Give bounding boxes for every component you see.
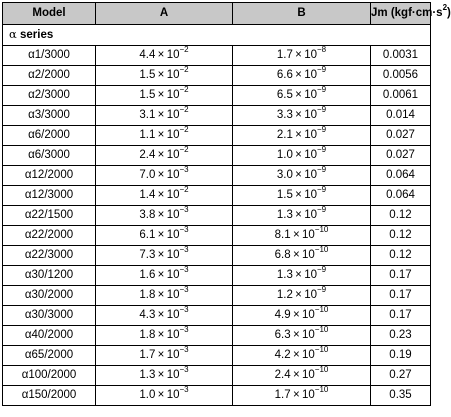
table-row <box>3 246 431 266</box>
a-value-cell-times-sign: × <box>157 109 165 121</box>
jm-value-cell: 0.064 <box>371 186 431 206</box>
model-cell: α22/3000 <box>3 246 96 266</box>
a-column-header: A <box>96 3 233 25</box>
b-value-cell-base: 10 <box>304 109 317 121</box>
a-value-cell <box>96 386 233 406</box>
a-value-cell-times-sign: × <box>157 309 165 321</box>
a-value-cell-base: 10 <box>166 129 180 141</box>
jm-value-cell: 0.0031 <box>371 46 431 66</box>
b-value-cell-mantissa: 4.9 <box>274 309 291 321</box>
table-row <box>3 226 431 246</box>
a-value-cell-exponent: −3 <box>179 205 189 215</box>
b-value-cell-times-sign: × <box>292 309 300 321</box>
a-value-cell-base: 10 <box>166 289 180 301</box>
a-value-cell-times-sign: × <box>157 289 165 301</box>
a-value-cell-base: 10 <box>166 309 180 321</box>
a-value-cell-times-sign: × <box>157 269 165 281</box>
a-value-cell <box>96 206 233 226</box>
b-value-cell-exponent: −9 <box>317 105 327 115</box>
a-value-cell-times-sign: × <box>157 249 165 261</box>
b-value-cell-exponent: −9 <box>317 65 327 75</box>
b-value-cell-mantissa: 1.2 <box>276 289 293 301</box>
a-value-cell-base: 10 <box>166 229 180 241</box>
a-value-cell <box>96 186 233 206</box>
a-value-cell-exponent: −3 <box>179 225 189 235</box>
b-value-cell-mantissa: 6.3 <box>274 329 291 341</box>
b-value-cell <box>233 246 371 266</box>
model-cell: α12/3000 <box>3 186 96 206</box>
table-header <box>3 3 451 25</box>
b-value-cell-exponent: −10 <box>314 365 329 375</box>
b-value-cell-mantissa: 1.5 <box>276 189 293 201</box>
b-value-cell <box>233 286 371 306</box>
b-value-cell-times-sign: × <box>292 229 300 241</box>
b-value-cell-mantissa: 6.8 <box>274 249 291 261</box>
a-value-cell-exponent: −3 <box>179 265 189 275</box>
model-cell: α22/2000 <box>3 226 96 246</box>
a-value-cell-exponent: −2 <box>179 45 189 55</box>
b-value-cell-mantissa: 1.7 <box>276 49 293 61</box>
a-value-cell-times-sign: × <box>157 229 165 241</box>
a-value-cell-exponent: −3 <box>179 165 189 175</box>
a-value-cell-exponent: −3 <box>179 325 189 335</box>
table-row <box>3 146 431 166</box>
jm-value-cell: 0.064 <box>371 166 431 186</box>
a-value-cell-times-sign: × <box>157 69 165 81</box>
jm-value-cell: 0.12 <box>371 246 431 266</box>
model-cell: α30/3000 <box>3 306 96 326</box>
b-value-cell-times-sign: × <box>295 89 302 101</box>
a-value-cell-base: 10 <box>166 209 180 221</box>
b-value-cell-exponent: −10 <box>314 305 329 315</box>
model-cell: α12/2000 <box>3 166 96 186</box>
b-value-cell-mantissa: 1.3 <box>276 209 293 221</box>
jm-value-cell: 0.27 <box>371 366 431 386</box>
b-value-cell-mantissa: 4.2 <box>274 349 291 361</box>
model-cell: α3/3000 <box>3 106 96 126</box>
b-value-cell-exponent: −10 <box>314 345 329 355</box>
b-value-cell-exponent: −9 <box>317 265 327 275</box>
a-value-cell-mantissa: 1.5 <box>139 89 156 101</box>
a-value-cell-mantissa: 1.1 <box>139 129 156 141</box>
table-row <box>3 346 431 366</box>
jm-value-cell: 0.014 <box>371 106 431 126</box>
b-value-cell <box>233 226 371 246</box>
a-value-cell-exponent: −2 <box>179 185 189 195</box>
b-value-cell <box>233 186 371 206</box>
model-cell: α2/2000 <box>3 66 96 86</box>
model-cell: α100/2000 <box>3 366 96 386</box>
b-value-cell-times-sign: × <box>292 349 300 361</box>
b-value-cell-base: 10 <box>301 329 315 341</box>
table-row <box>3 286 431 306</box>
jm-column-header <box>371 3 451 25</box>
jm-value-cell: 0.17 <box>371 266 431 286</box>
jm-value-cell: 0.19 <box>371 346 431 366</box>
b-value-cell-times-sign: × <box>295 149 302 161</box>
jm-value-cell: 0.12 <box>371 226 431 246</box>
table-row <box>3 366 431 386</box>
header-row <box>3 3 431 25</box>
a-value-cell-exponent: −3 <box>179 365 189 375</box>
model-cell: α1/3000 <box>3 46 96 66</box>
b-value-cell-times-sign: × <box>292 249 300 261</box>
table-row <box>3 66 431 86</box>
a-value-cell-base: 10 <box>166 369 180 381</box>
b-value-cell-exponent: −9 <box>317 85 327 95</box>
b-value-cell-times-sign: × <box>295 269 302 281</box>
a-value-cell-exponent: −3 <box>179 305 189 315</box>
a-value-cell-times-sign: × <box>157 329 165 341</box>
a-value-cell-base: 10 <box>166 49 180 61</box>
b-value-cell-exponent: −9 <box>317 205 327 215</box>
a-value-cell-base: 10 <box>166 189 180 201</box>
a-value-cell-exponent: −2 <box>179 85 189 95</box>
b-value-cell-exponent: −9 <box>317 125 327 135</box>
b-value-cell-base: 10 <box>304 189 317 201</box>
b-value-cell-base: 10 <box>304 69 317 81</box>
b-value-cell-mantissa: 1.3 <box>276 269 293 281</box>
b-value-cell <box>233 346 371 366</box>
jm-value-cell: 0.0061 <box>371 86 431 106</box>
a-value-cell-base: 10 <box>166 69 180 81</box>
a-value-cell <box>96 146 233 166</box>
b-value-cell-mantissa: 3.0 <box>276 169 293 181</box>
model-cell: α30/1200 <box>3 266 96 286</box>
a-value-cell-base: 10 <box>166 329 180 341</box>
table-row <box>3 106 431 126</box>
b-value-cell-times-sign: × <box>295 189 302 201</box>
a-value-cell-exponent: −3 <box>179 245 189 255</box>
b-value-cell <box>233 366 371 386</box>
a-value-cell-mantissa: 3.1 <box>139 109 156 121</box>
table-row <box>3 386 431 406</box>
b-value-cell-base: 10 <box>301 309 315 321</box>
a-value-cell-times-sign: × <box>157 49 165 61</box>
table-row <box>3 166 431 186</box>
a-value-cell-mantissa: 1.6 <box>139 269 156 281</box>
jm-header-prefix: Jm (kgf·cm·s <box>371 7 443 19</box>
b-value-cell-exponent: −10 <box>314 225 329 235</box>
b-value-cell-base: 10 <box>304 149 317 161</box>
b-value-cell-base: 10 <box>304 89 317 101</box>
b-value-cell <box>233 46 371 66</box>
a-value-cell <box>96 266 233 286</box>
b-value-cell-mantissa: 3.3 <box>276 109 293 121</box>
a-value-cell-times-sign: × <box>157 189 165 201</box>
a-value-cell-mantissa: 1.5 <box>139 69 156 81</box>
a-value-cell-times-sign: × <box>157 169 165 181</box>
a-value-cell-mantissa: 4.4 <box>139 49 156 61</box>
a-value-cell <box>96 126 233 146</box>
a-value-cell-base: 10 <box>166 169 180 181</box>
b-value-cell <box>233 126 371 146</box>
b-value-cell-times-sign: × <box>295 69 302 81</box>
a-value-cell-base: 10 <box>166 389 180 401</box>
a-value-cell <box>96 106 233 126</box>
a-value-cell-times-sign: × <box>157 369 165 381</box>
a-value-cell-mantissa: 1.0 <box>139 389 156 401</box>
b-value-cell-times-sign: × <box>295 289 302 301</box>
b-value-cell-mantissa: 2.4 <box>274 369 291 381</box>
model-cell: α6/3000 <box>3 146 96 166</box>
jm-value-cell: 0.17 <box>371 286 431 306</box>
model-cell: α150/2000 <box>3 386 96 406</box>
a-value-cell-times-sign: × <box>157 349 165 361</box>
a-value-cell <box>96 166 233 186</box>
section-row <box>3 25 431 46</box>
b-value-cell-exponent: −10 <box>314 325 329 335</box>
jm-value-cell: 0.35 <box>371 386 431 406</box>
a-value-cell-base: 10 <box>166 109 180 121</box>
b-value-cell-mantissa: 8.1 <box>274 229 291 241</box>
b-value-cell-exponent: −8 <box>317 45 327 55</box>
a-value-cell-times-sign: × <box>157 89 165 101</box>
a-value-cell <box>96 326 233 346</box>
a-value-cell <box>96 306 233 326</box>
b-value-cell-base: 10 <box>304 209 317 221</box>
b-value-cell-exponent: −9 <box>317 185 327 195</box>
model-cell: α2/3000 <box>3 86 96 106</box>
a-value-cell-base: 10 <box>166 89 180 101</box>
b-value-cell-mantissa: 1.7 <box>274 389 291 401</box>
b-value-cell <box>233 166 371 186</box>
b-value-cell-base: 10 <box>304 169 317 181</box>
table-row <box>3 306 431 326</box>
model-cell: α40/2000 <box>3 326 96 346</box>
a-value-cell-times-sign: × <box>157 209 165 221</box>
b-value-cell-base: 10 <box>304 289 317 301</box>
b-value-cell-exponent: −10 <box>314 245 329 255</box>
b-value-cell <box>233 66 371 86</box>
a-value-cell-times-sign: × <box>157 129 165 141</box>
b-value-cell-base: 10 <box>301 349 315 361</box>
a-value-cell-mantissa: 1.8 <box>139 289 156 301</box>
jm-value-cell: 0.12 <box>371 206 431 226</box>
a-value-cell-mantissa: 4.3 <box>139 309 156 321</box>
b-value-cell-times-sign: × <box>295 109 302 121</box>
a-value-cell <box>96 346 233 366</box>
b-value-cell-times-sign: × <box>292 389 300 401</box>
a-value-cell-mantissa: 1.7 <box>139 349 156 361</box>
b-value-cell-exponent: −9 <box>317 285 327 295</box>
b-value-cell-base: 10 <box>301 389 315 401</box>
a-value-cell-exponent: −2 <box>179 125 189 135</box>
a-value-cell-base: 10 <box>166 269 180 281</box>
b-value-cell-times-sign: × <box>292 329 300 341</box>
jm-header-suffix: ) <box>447 7 451 19</box>
b-value-cell <box>233 146 371 166</box>
b-value-cell-times-sign: × <box>292 369 300 381</box>
section-label <box>3 25 431 46</box>
table-row <box>3 266 431 286</box>
model-cell: α22/1500 <box>3 206 96 226</box>
a-value-cell-exponent: −3 <box>179 345 189 355</box>
b-value-cell-exponent: −10 <box>314 385 329 395</box>
b-value-cell-mantissa: 2.1 <box>276 129 293 141</box>
section-label-text: series <box>16 29 54 41</box>
a-value-cell <box>96 46 233 66</box>
b-value-cell <box>233 266 371 286</box>
a-value-cell-exponent: −2 <box>179 105 189 115</box>
b-value-cell-base: 10 <box>301 369 315 381</box>
table-row <box>3 126 431 146</box>
a-value-cell-mantissa: 1.8 <box>139 329 156 341</box>
a-value-cell-base: 10 <box>166 149 180 161</box>
table-row <box>3 206 431 226</box>
jm-value-cell: 0.17 <box>371 306 431 326</box>
b-value-cell-exponent: −9 <box>317 145 327 155</box>
b-value-cell-times-sign: × <box>295 49 302 61</box>
a-value-cell <box>96 246 233 266</box>
b-value-cell <box>233 206 371 226</box>
a-value-cell-times-sign: × <box>157 149 165 161</box>
a-value-cell-base: 10 <box>166 249 180 261</box>
jm-value-cell: 0.027 <box>371 146 431 166</box>
b-value-cell-times-sign: × <box>295 169 302 181</box>
b-value-cell-base: 10 <box>301 229 315 241</box>
b-value-cell <box>233 106 371 126</box>
a-value-cell-mantissa: 1.4 <box>139 189 156 201</box>
a-value-cell-exponent: −3 <box>179 385 189 395</box>
b-value-cell-base: 10 <box>301 249 315 261</box>
model-cell: α30/2000 <box>3 286 96 306</box>
table-row <box>3 46 431 66</box>
a-value-cell-exponent: −2 <box>179 65 189 75</box>
model-column-header: Model <box>3 3 96 25</box>
b-value-cell <box>233 386 371 406</box>
a-value-cell <box>96 86 233 106</box>
a-value-cell-times-sign: × <box>157 389 165 401</box>
b-value-cell-exponent: −9 <box>317 165 327 175</box>
table-row <box>3 326 431 346</box>
a-value-cell <box>96 226 233 246</box>
a-value-cell-mantissa: 1.3 <box>139 369 156 381</box>
a-value-cell-mantissa: 6.1 <box>139 229 156 241</box>
b-column-header: B <box>233 3 371 25</box>
a-value-cell-mantissa: 2.4 <box>139 149 156 161</box>
b-value-cell-times-sign: × <box>295 129 302 141</box>
a-value-cell-exponent: −3 <box>179 285 189 295</box>
a-value-cell-mantissa: 7.3 <box>139 249 156 261</box>
a-value-cell-mantissa: 3.8 <box>139 209 156 221</box>
a-value-cell-mantissa: 7.0 <box>139 169 156 181</box>
jm-value-cell: 0.027 <box>371 126 431 146</box>
b-value-cell <box>233 326 371 346</box>
table-row <box>3 186 431 206</box>
jm-value-cell: 0.23 <box>371 326 431 346</box>
b-value-cell-base: 10 <box>304 269 317 281</box>
model-cell: α6/2000 <box>3 126 96 146</box>
b-value-cell-mantissa: 6.6 <box>276 69 293 81</box>
b-value-cell-times-sign: × <box>295 209 302 221</box>
motor-parameter-table <box>2 2 451 406</box>
a-value-cell-exponent: −2 <box>179 145 189 155</box>
b-value-cell <box>233 306 371 326</box>
a-value-cell <box>96 66 233 86</box>
b-value-cell-base: 10 <box>304 129 317 141</box>
a-value-cell <box>96 366 233 386</box>
b-value-cell-mantissa: 6.5 <box>276 89 293 101</box>
b-value-cell-mantissa: 1.0 <box>276 149 293 161</box>
jm-value-cell: 0.0056 <box>371 66 431 86</box>
jm-header-exponent: 2 <box>442 3 448 13</box>
a-value-cell-base: 10 <box>166 349 180 361</box>
b-value-cell-base: 10 <box>304 49 317 61</box>
section-greek-letter: α <box>9 27 17 41</box>
table-row <box>3 86 431 106</box>
table-body <box>3 25 431 406</box>
b-value-cell <box>233 86 371 106</box>
a-value-cell <box>96 286 233 306</box>
model-cell: α65/2000 <box>3 346 96 366</box>
